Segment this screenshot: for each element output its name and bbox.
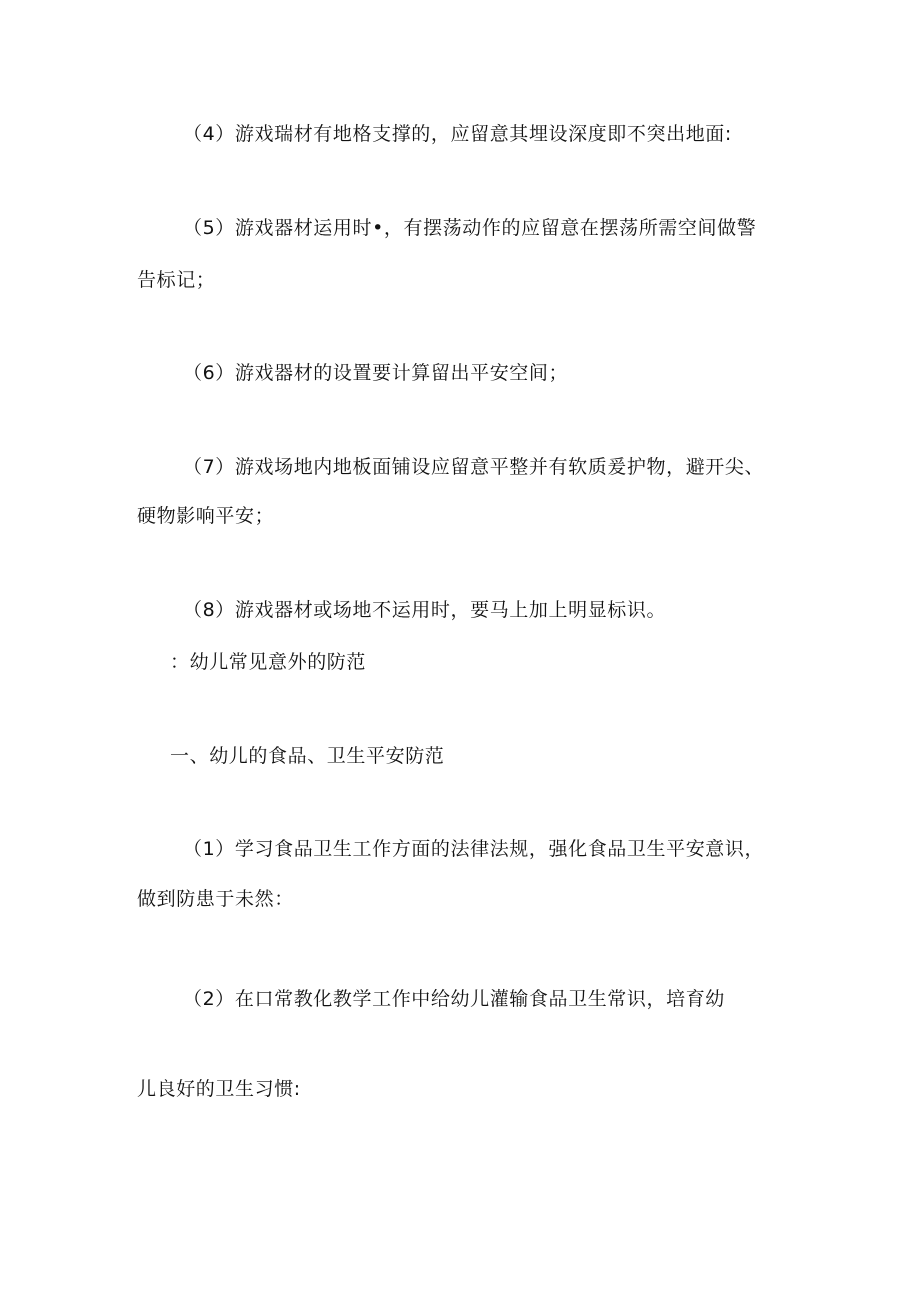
- text-line-item-2-cont: 儿良好的卫生习惯:: [137, 1078, 301, 1100]
- text-line-rule-5-cont: 告标记；: [137, 269, 216, 291]
- text-line-rule-7: （7）游戏场地内地板面铺设应留意平整并有软质爰护物，避开尖、: [183, 456, 765, 478]
- text-line-rule-4: （4）游戏瑞材有地格支撑的，应留意其埋设深度即不突出地面:: [183, 123, 732, 145]
- subsection-heading: 一、幼儿的食品、卫生平安防范: [170, 745, 445, 767]
- text-line-rule-6: （6）游戏器材的设置要计算留出平安空间；: [183, 362, 569, 384]
- section-heading: ：幼儿常见意外的防范: [170, 651, 367, 673]
- text-line-rule-5: （5）游戏器材运用时•，有摆荡动作的应留意在摆荡所需空间做警: [183, 217, 757, 239]
- text-line-rule-7-cont: 硬物影响平安；: [137, 505, 275, 527]
- text-line-item-2: （2）在口常教化教学工作中给幼儿灌输食品卫生常识，培育幼: [183, 988, 725, 1010]
- text-line-item-1-cont: 做到防患于未然：: [137, 888, 294, 910]
- text-line-rule-8: （8）游戏器材或场地不运用时，要马上加上明显标识。: [183, 599, 667, 621]
- text-line-item-1: （1）学习食品卫生工作方面的法律法规，强化食品卫生平安意识，: [183, 838, 765, 860]
